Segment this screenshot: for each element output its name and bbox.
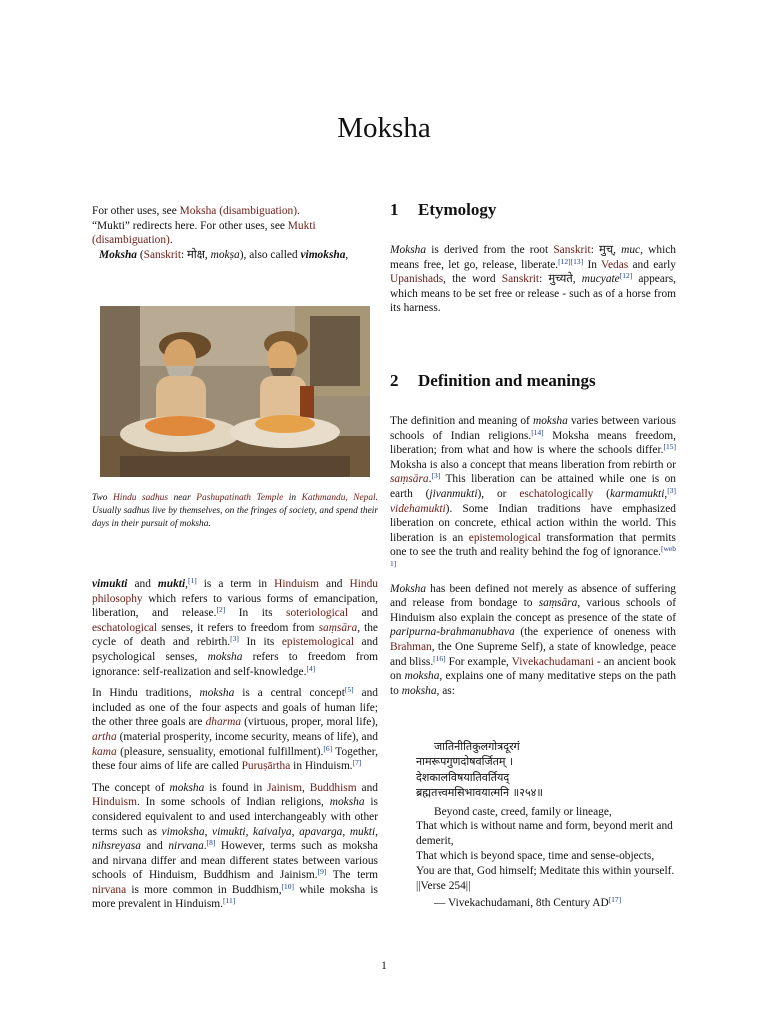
hatnote-disambiguation	[92, 204, 378, 219]
sadhus-photo	[100, 306, 370, 477]
sadhus-photo-image	[100, 306, 370, 477]
wiki-link[interactable]: Sanskrit	[501, 273, 540, 286]
text-run: ,	[301, 781, 310, 794]
text-run: moksha	[533, 415, 568, 427]
text-run: senses, it refers to freedom from	[157, 621, 319, 634]
text-run: , explains one of many meditative steps on the path to	[390, 670, 676, 697]
citation-ref[interactable]: [9]	[317, 867, 327, 877]
citation-ref[interactable]: [3]	[667, 485, 676, 495]
caption-text: Two	[92, 493, 113, 503]
text-run: moksha	[169, 781, 205, 794]
text-run: .	[428, 473, 432, 486]
verse-line: ब्रह्मतत्त्वमसिभावयात्मनि ॥२५४॥	[416, 786, 543, 800]
section-etymology-heading	[390, 200, 496, 220]
wiki-link[interactable]: epistemological	[468, 531, 541, 544]
text-run: This liberation can be attained while one is on earth (	[390, 473, 676, 500]
text-run: and	[127, 578, 158, 590]
wiki-link[interactable]: Jainism	[267, 781, 302, 794]
verse-attribution	[416, 896, 678, 911]
translation-line: Beyond caste, creed, family or lineage,	[434, 805, 612, 818]
lead-text: (	[136, 248, 144, 261]
citation-ref[interactable]: [16]	[433, 653, 446, 663]
text-run: In its	[238, 636, 282, 649]
citation-ref[interactable]: [12][13]	[558, 256, 584, 266]
translation-line: That which is without name and form, beyond merit and demerit,	[416, 820, 673, 848]
text-run: . In some schools of Indian religions,	[136, 796, 330, 809]
lead-sentence	[92, 248, 378, 263]
wiki-link[interactable]: kama	[92, 745, 117, 758]
text-run: : मुच्यते,	[539, 273, 582, 286]
wiki-link[interactable]: Vivekachudamani	[511, 655, 594, 668]
wiki-link[interactable]: Hinduism	[92, 796, 137, 809]
wiki-link[interactable]: Hindu philosophy	[92, 578, 378, 605]
text-run: while moksha is more prevalent in Hinduism.	[92, 883, 378, 911]
text-run: ). Some Indian traditions have emphasized liberation on concrete, ethical action within the world. This liberation is an	[390, 502, 676, 544]
wiki-link[interactable]: soteriological	[286, 607, 349, 620]
text-run: Moksha	[390, 582, 427, 595]
text-run: In its	[225, 607, 287, 620]
section-definition-heading	[390, 371, 596, 391]
wiki-link[interactable]: Vedas	[601, 258, 629, 271]
sanskrit-link[interactable]: Sanskrit	[143, 248, 181, 261]
lead-alt-term: vimoksha	[300, 248, 346, 261]
wiki-link[interactable]: saṃsāra	[390, 473, 429, 486]
text-run: mukti	[349, 825, 376, 838]
text-run: moksha	[329, 796, 365, 809]
text-run: ,	[664, 487, 668, 500]
citation-ref[interactable]: [4]	[306, 663, 316, 673]
citation-ref[interactable]: [14]	[531, 427, 544, 437]
verse-translation	[416, 805, 678, 894]
verse-line: जातिनीतिकुलगोत्रदूरगं	[434, 740, 520, 753]
text-run: ), or	[477, 487, 520, 500]
section-number: 1	[390, 200, 399, 219]
text-run: apavarga	[299, 825, 343, 838]
text-run: In	[583, 258, 602, 271]
text-run: is a term in	[196, 578, 275, 590]
caption-text: in	[283, 493, 302, 503]
text-run: muc	[621, 244, 641, 256]
verse-line: नामरूपगुणदोषवर्जितम् ।	[416, 755, 514, 769]
devanagari-verse	[416, 739, 678, 801]
wiki-link[interactable]: videhamukti	[390, 502, 446, 515]
text-run: (the experience of oneness with	[514, 626, 676, 639]
text-run: moksha	[404, 670, 440, 683]
citation-ref[interactable]: [8]	[206, 838, 216, 848]
text-run: is derived from the root	[426, 244, 554, 256]
text-run: vimukti	[92, 578, 128, 590]
wiki-link[interactable]: Puruṣārtha	[241, 760, 291, 773]
citation-ref[interactable]: [7]	[352, 758, 362, 768]
text-run: refers to freedom from ignorance: self-realization and self-knowledge.	[92, 650, 379, 678]
text-run: The term	[326, 869, 379, 882]
lead-term: Moksha	[99, 248, 137, 261]
lead-text: ,	[345, 248, 349, 261]
text-run: , which means free, let go, release, liberate.	[390, 244, 676, 271]
kathmandu-nepal-link[interactable]: Kathmandu, Nepal	[301, 493, 376, 503]
citation-ref[interactable]: [10]	[281, 881, 295, 891]
text-run: and included as one of the four aspects and goals of human life; the other three goals are	[92, 687, 379, 729]
text-run: is found in	[204, 781, 268, 794]
wiki-link[interactable]: Buddhism	[309, 781, 357, 794]
citation-ref[interactable]: [3]	[431, 471, 441, 481]
text-run: (pleasure, sensuality, emotional fulfillment).	[116, 745, 324, 758]
text-run: moksha	[401, 684, 437, 697]
wiki-link[interactable]: eschatologically	[519, 487, 594, 500]
attribution-text: — Vivekachudamani, 8th Century AD	[434, 897, 609, 910]
text-run: and	[348, 607, 378, 620]
verse-quote	[416, 739, 678, 911]
text-run: ,	[245, 825, 254, 838]
lead-column-top	[92, 204, 378, 262]
citation-ref[interactable]: [11]	[222, 896, 236, 906]
pashupatinath-temple-link[interactable]: Pashupatinath Temple	[196, 493, 284, 503]
text-run: and	[319, 578, 350, 590]
text-run: , the word	[443, 273, 502, 286]
definition-column	[390, 414, 676, 705]
text-run: , various schools of Hinduism also explain the concept as presence of the state of	[390, 597, 676, 624]
text-run: ,	[185, 578, 188, 590]
lead-text: : मोक्ष,	[180, 248, 211, 261]
text-run: and early	[628, 258, 676, 271]
text-run: , the One Supreme Self), a state of knowledge, peace and bliss.	[390, 640, 676, 668]
text-run: is more common in Buddhism,	[126, 883, 282, 896]
paragraph-intro	[92, 577, 378, 679]
wiki-link[interactable]: Sanskrit	[553, 244, 591, 256]
text-run: which refers to various forms of emancipation, liberation, and release.	[92, 592, 378, 620]
text-run: and	[356, 781, 378, 794]
text-run: Moksha	[390, 244, 427, 256]
text-run: (	[593, 487, 610, 500]
text-run: karmamukti	[609, 487, 665, 500]
page-number: 1	[381, 960, 387, 972]
paragraph-etymology	[390, 243, 676, 316]
citation-ref[interactable]: [web 1]	[390, 544, 676, 568]
text-run: Moksha means freedom, liberation; from what and how is where the schools differ.	[390, 429, 676, 457]
verse-line: देशकालविषयातिवर्तियद्	[416, 770, 510, 784]
text-run: , as:	[436, 684, 455, 697]
lead-transliteration: mokṣa	[210, 248, 240, 261]
text-run: in Hinduism.	[290, 760, 353, 773]
caption-text: near	[168, 493, 197, 503]
text-run: - an ancient book on	[390, 655, 676, 683]
citation-ref[interactable]: [12]	[619, 271, 633, 281]
left-body-column	[92, 577, 378, 919]
text-run: (material prosperity, income security, means of life), and	[116, 730, 378, 743]
translation-line: That which is beyond space, time and sense-objects,	[416, 850, 655, 863]
text-run: vimukti	[212, 825, 246, 838]
hatnote-text: .	[297, 205, 300, 217]
section-title: Etymology	[418, 200, 497, 219]
citation-ref[interactable]: [1]	[187, 576, 197, 585]
text-run: is considered equivalent to and used interchangeably with other terms such as	[92, 796, 378, 838]
paragraph-goals	[92, 686, 378, 774]
citation-ref[interactable]: [17]	[608, 895, 622, 905]
page-title: Moksha	[337, 112, 431, 144]
hatnote-text: “Mukti” redirects here. For other uses, see	[92, 219, 288, 232]
citation-ref[interactable]: [5]	[344, 685, 354, 695]
text-run: Together, these four aims of life are called	[92, 745, 378, 773]
text-run: , the cycle of death and rebirth.	[92, 621, 378, 649]
citation-ref[interactable]: [15]	[663, 442, 676, 452]
text-run: has been defined not merely as absence of suffering and release from bondage to	[390, 582, 676, 610]
paragraph-concept	[92, 781, 378, 912]
text-run: Moksha is also a concept that means liberation from rebirth or	[390, 458, 676, 471]
text-run: In Hindu traditions,	[92, 687, 200, 700]
text-run: ,	[375, 825, 378, 838]
text-run: kaivalya	[253, 825, 292, 838]
citation-ref[interactable]: [3]	[230, 634, 239, 644]
text-run: and	[140, 840, 169, 853]
lead-text: ), also called	[239, 248, 301, 261]
citation-ref[interactable]: [2]	[216, 605, 226, 615]
wiki-link[interactable]: Hinduism	[274, 578, 320, 590]
section-title: Definition and meanings	[418, 371, 596, 390]
etymology-column	[390, 243, 676, 323]
text-run: vimoksha	[161, 825, 205, 838]
hindu-sadhus-link[interactable]: Hindu sadhus	[113, 493, 169, 503]
text-run: nihsreyasa	[92, 840, 141, 853]
wiki-link[interactable]: artha	[92, 730, 117, 743]
wiki-link[interactable]: saṃsāra	[318, 621, 358, 634]
text-run: For example,	[445, 655, 512, 668]
citation-ref[interactable]: [6]	[323, 743, 333, 753]
mukti-disambiguation-link[interactable]: Mukti (disambiguation)	[92, 219, 316, 247]
text-run: ,	[342, 825, 350, 838]
hatnote-mukti	[92, 219, 378, 248]
wiki-link[interactable]: eschatological	[92, 621, 158, 634]
wiki-link[interactable]: Brahman	[390, 640, 432, 653]
wiki-link[interactable]: nirvana	[92, 883, 127, 896]
text-run: saṃsāra	[538, 597, 578, 610]
hatnote-text: For other uses, see	[92, 205, 180, 217]
paragraph-brahman	[390, 582, 676, 699]
text-run: The concept of	[92, 781, 170, 794]
text-run: nirvana	[168, 840, 204, 853]
text-run: However, terms such as moksha and nirvana differ and mean different states between various schools of Hinduism, Buddhism and Jainism.	[92, 840, 378, 882]
text-run: transformation that permits one to see the truth and reality behind the fog of ignorance.	[390, 531, 676, 559]
text-run: (virtuous, proper, moral life),	[241, 716, 378, 729]
text-run: moksha	[199, 687, 235, 700]
text-run: ,	[291, 825, 300, 838]
text-run: jivanmukti	[429, 487, 478, 500]
text-run: moksha	[207, 650, 243, 663]
wiki-link[interactable]: dharma	[205, 716, 242, 729]
text-run: and psychological senses,	[92, 636, 379, 663]
paragraph-definition	[390, 414, 676, 575]
text-run: mukti	[157, 578, 186, 590]
text-run: mucyate	[581, 273, 620, 286]
text-run: : मुच्,	[590, 244, 622, 256]
text-run: is a central concept	[234, 687, 345, 700]
wiki-link[interactable]: epistemological	[281, 636, 354, 649]
caption-text: . Usually sadhus live by themselves, on the fringes of society, and spend their days in their pursuit of moksha.	[92, 493, 379, 529]
photo-caption	[92, 492, 378, 530]
section-number: 2	[390, 371, 399, 390]
moksha-disambiguation-link[interactable]: Moksha (disambiguation)	[179, 205, 298, 217]
translation-line: You are that, God himself; Meditate this within yourself. ||Verse 254||	[416, 864, 675, 892]
text-run: varies between various schools of Indian religions.	[390, 415, 676, 442]
wiki-link[interactable]: Upanishads	[390, 273, 444, 286]
text-run: .	[203, 840, 207, 853]
text-run: paripurna-brahmanubhava	[390, 626, 515, 639]
text-run: ,	[204, 825, 213, 838]
hatnote-text: .	[169, 234, 173, 247]
text-run: appears, which means to be set free or release - such as of a horse from its harness.	[390, 273, 676, 315]
text-run: The definition and meaning of	[390, 415, 533, 427]
